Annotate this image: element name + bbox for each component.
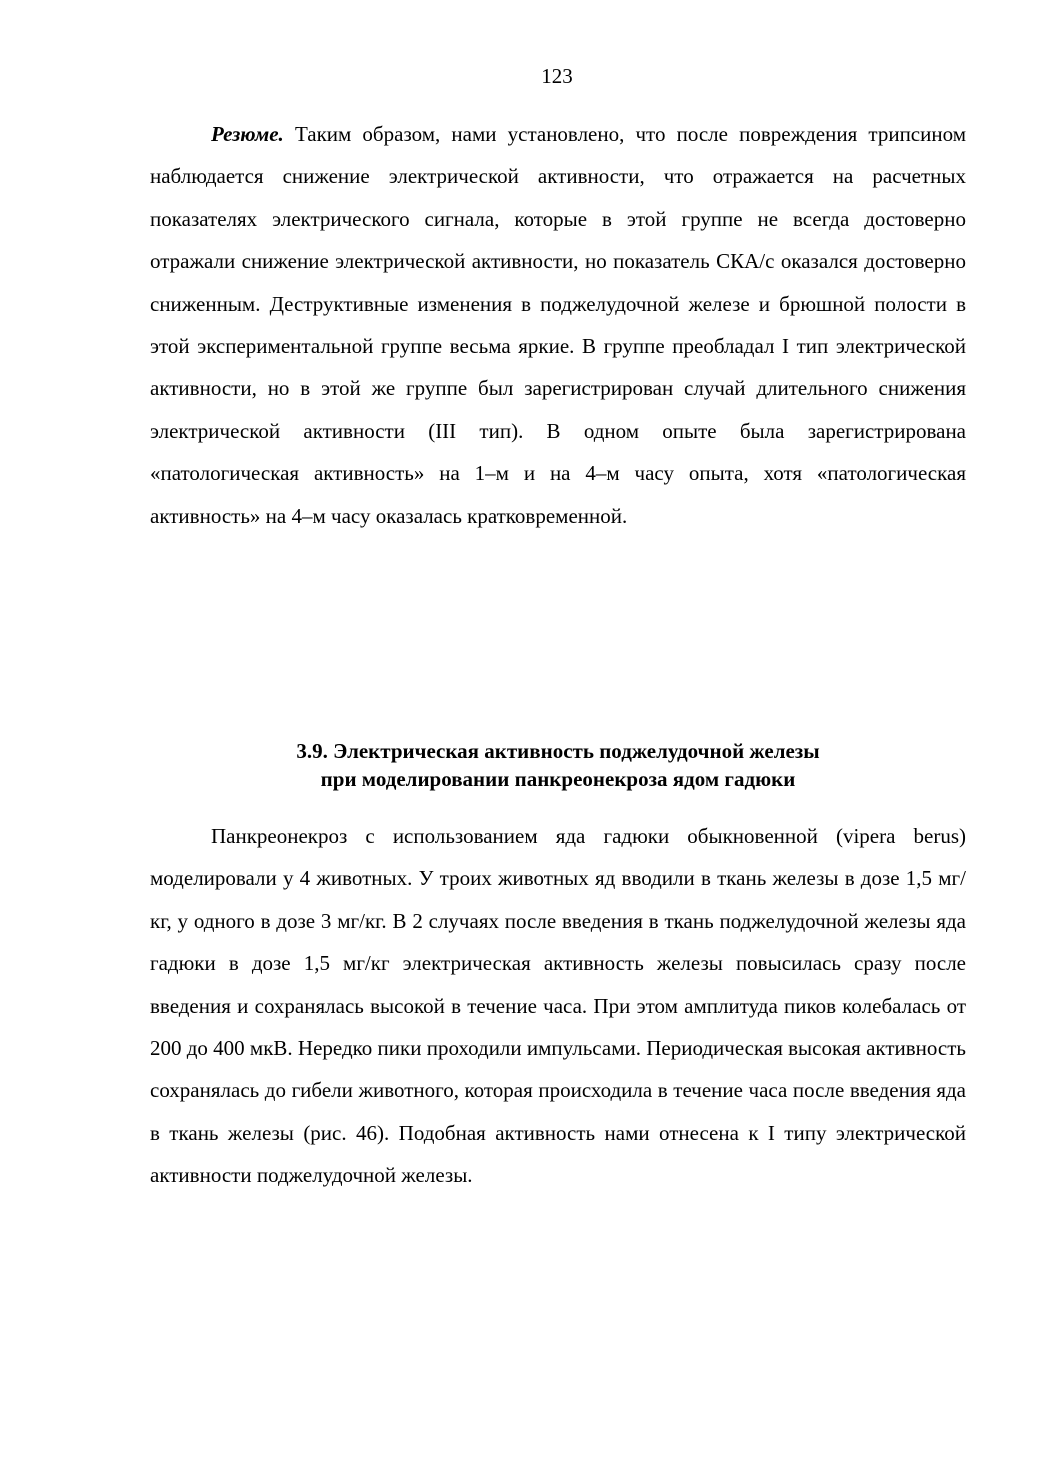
summary-paragraph: [150, 113, 966, 537]
section-heading-line-2: при моделировании панкреонекроза ядом гадюки: [320, 767, 796, 791]
summary-lead: Резюме.: [211, 122, 284, 146]
section-paragraph-text: Панкреонекроз с использованием яда гадюки обыкновенной (vipera berus) моделировали у 4 животных. У троих животных яд вводили в ткань железы в дозе 1,5 мг/кг, у одного в дозе 3 мг/кг. В 2 случаях после введения в ткань поджелудочной железы яда гадюки в дозе 1,5 мг/кг электрическая активность железы повысилась сразу после введения и сохранялась высокой в течение часа. При этом амплитуда пиков колебалась от 200 до 400 мкВ. Нередко пики проходили импульсами. Периодическая высокая активность сохранялась до гибели животного, которая происходила в течение часа после введения яда в ткань железы (рис. 46). Подобная активность нами отнесена к I типу электрической активности поджелудочной железы.: [150, 824, 966, 1188]
summary-text: Таким образом, нами установлено, что после повреждения трипсином наблюдается снижение электрической активности, что отражается на расчетных показателях электрического сигнала, которые в этой группе не всегда достоверно отражали снижение электрической активности, но показатель СКА/с оказался достоверно сниженным. Деструктивные изменения в поджелудочной железе и брюшной полости в этой экспериментальной группе весьма яркие. В группе преобладал I тип электрической активности, но в этой же группе был зарегистрирован случай длительного снижения электрической активности (III тип). В одном опыте была зарегистрирована «патологическая активность» на 1–м и на 4–м часу опыта, хотя «патологическая активность» на 4–м часу оказалась кратковременной.: [150, 122, 966, 528]
page-number: 123: [541, 64, 573, 88]
section-paragraph: [150, 815, 966, 1197]
section-heading: [150, 737, 966, 793]
section-heading-line-1: 3.9. Электрическая активность поджелудочной железы: [296, 739, 820, 763]
